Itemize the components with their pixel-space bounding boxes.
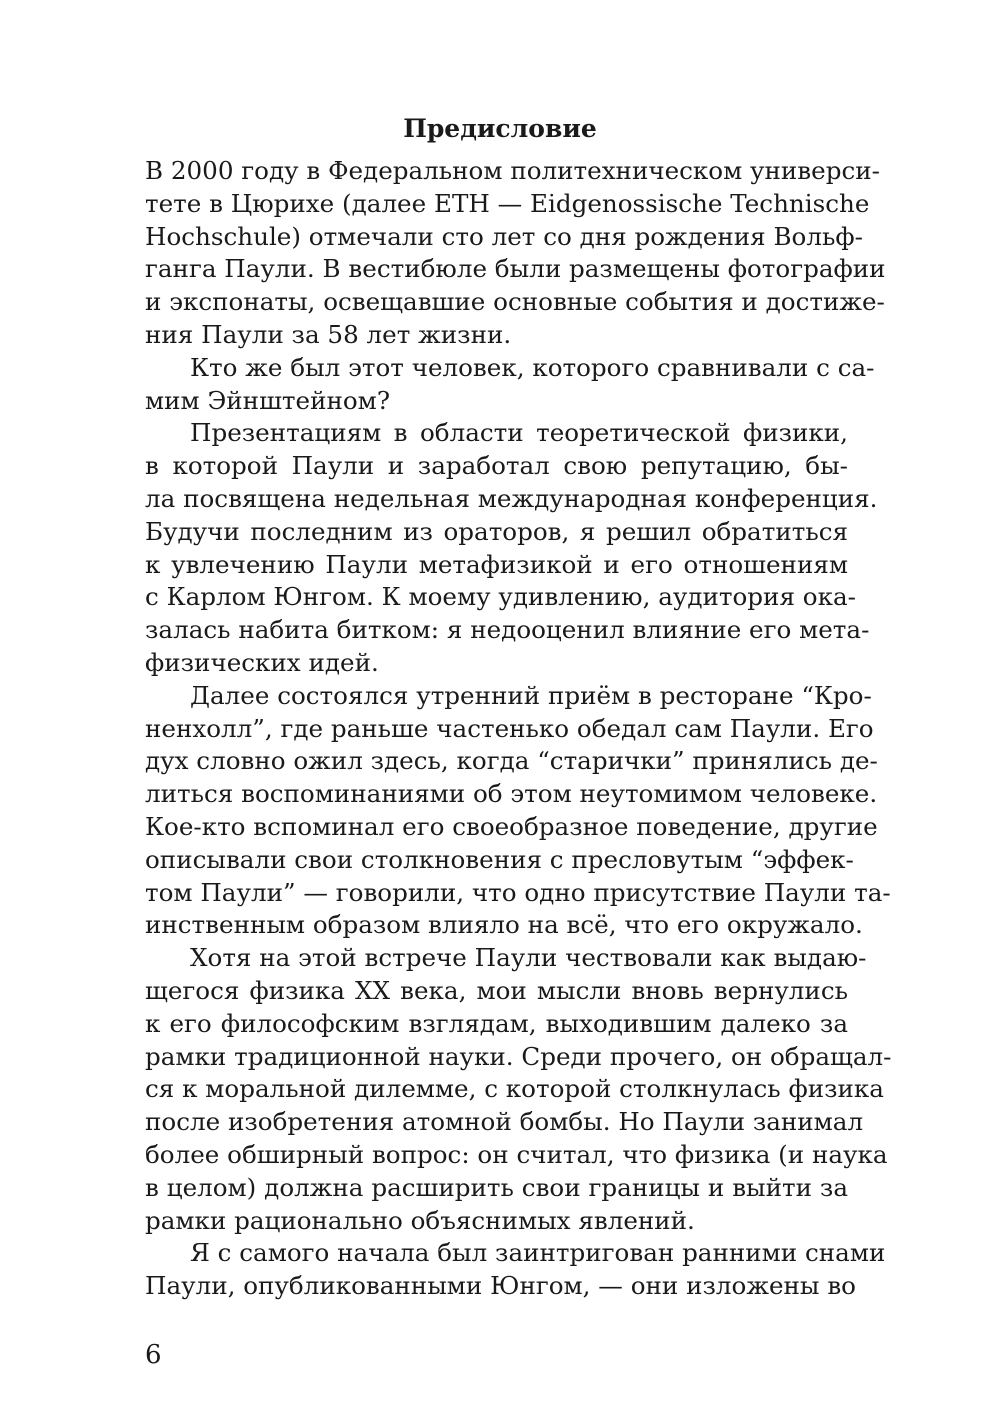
text-line: Будучи последним из ораторов, я решил обратиться [145,516,848,546]
text-line: к его философским взглядам, выходившим далеко за [145,1008,848,1038]
text-line: после изобретения атомной бомбы. Но Паули занимал [145,1107,864,1137]
text-line: более обширный вопрос: он считал, что физика (и наука [145,1140,888,1169]
text-line: описывали свои столкновения с пресловутым “эффек- [145,844,854,874]
text-line: Далее состоялся утренний приём в ресторане “Кро- [190,680,872,710]
text-line: физических идей. [145,648,379,677]
page-title: Предисловие [403,114,597,143]
text-line: литься воспоминаниями об этом неутомимом человеке. [145,779,878,809]
text-line: щегося физика XX века, мои мысли вновь вернулись [145,976,848,1005]
text-line: в которой Паули и заработал свою репутацию, бы- [145,451,848,481]
text-line: мим Эйнштейном? [145,385,391,415]
page-number: 6 [145,1340,162,1370]
text-line: инственным образом влияло на всё, что его окружало. [145,910,863,940]
text-line: залась набита битком: я недооценил влияние его мета- [145,615,870,645]
text-line: В 2000 году в Федеральном политехническом универси- [145,156,880,185]
text-line: и экспонаты, освещавшие основные события и достиже- [145,287,885,317]
text-line: с Карлом Юнгом. К моему удивлению, аудитория ока- [145,582,856,612]
text-line: к увлечению Паули метафизикой и его отношениям [145,549,848,579]
text-line: Хотя на этой встрече Паули чествовали как выдаю- [190,943,867,973]
text-line: Кто же был этот человек, которого сравнивали с са- [190,352,875,382]
text-line: Презентациям в области теоретической физики, [190,418,848,448]
text-line: тете в Цюрихе (далее ETH — Eidgenossische Technische [145,188,870,218]
text-line: ся к моральной дилемме, с которой столкнулась физика [145,1074,884,1104]
text-line: том Паули” — говорили, что одно присутствие Паули та- [145,877,891,907]
text-line: ганга Паули. В вестибюле были размещены фотографии [145,254,886,284]
text-line: Я с самого начала был заинтригован ранними снами [190,1238,886,1268]
text-line: дух словно ожил здесь, когда “старички” принялись де- [145,746,878,776]
text-line: ненхолл”, где раньше частенько обедал сам Паули. Его [145,713,874,743]
text-line: Паули, опубликованными Юнгом, — они изложены во [145,1271,856,1301]
text-line: ния Паули за 58 лет жизни. [145,320,512,349]
text-line: в целом) должна расширить свои границы и выйти за [145,1172,848,1202]
text-line: ла посвящена недельная международная конференция. [145,484,878,513]
text-line: Hochschule) отмечали сто лет со дня рождения Вольф- [145,221,863,251]
text-line: рамки рационально объяснимых явлений. [145,1205,695,1235]
text-line: рамки традиционной науки. Среди прочего, он обращал- [145,1041,892,1071]
text-line: Кое-кто вспоминал его своеобразное поведение, другие [145,812,878,841]
